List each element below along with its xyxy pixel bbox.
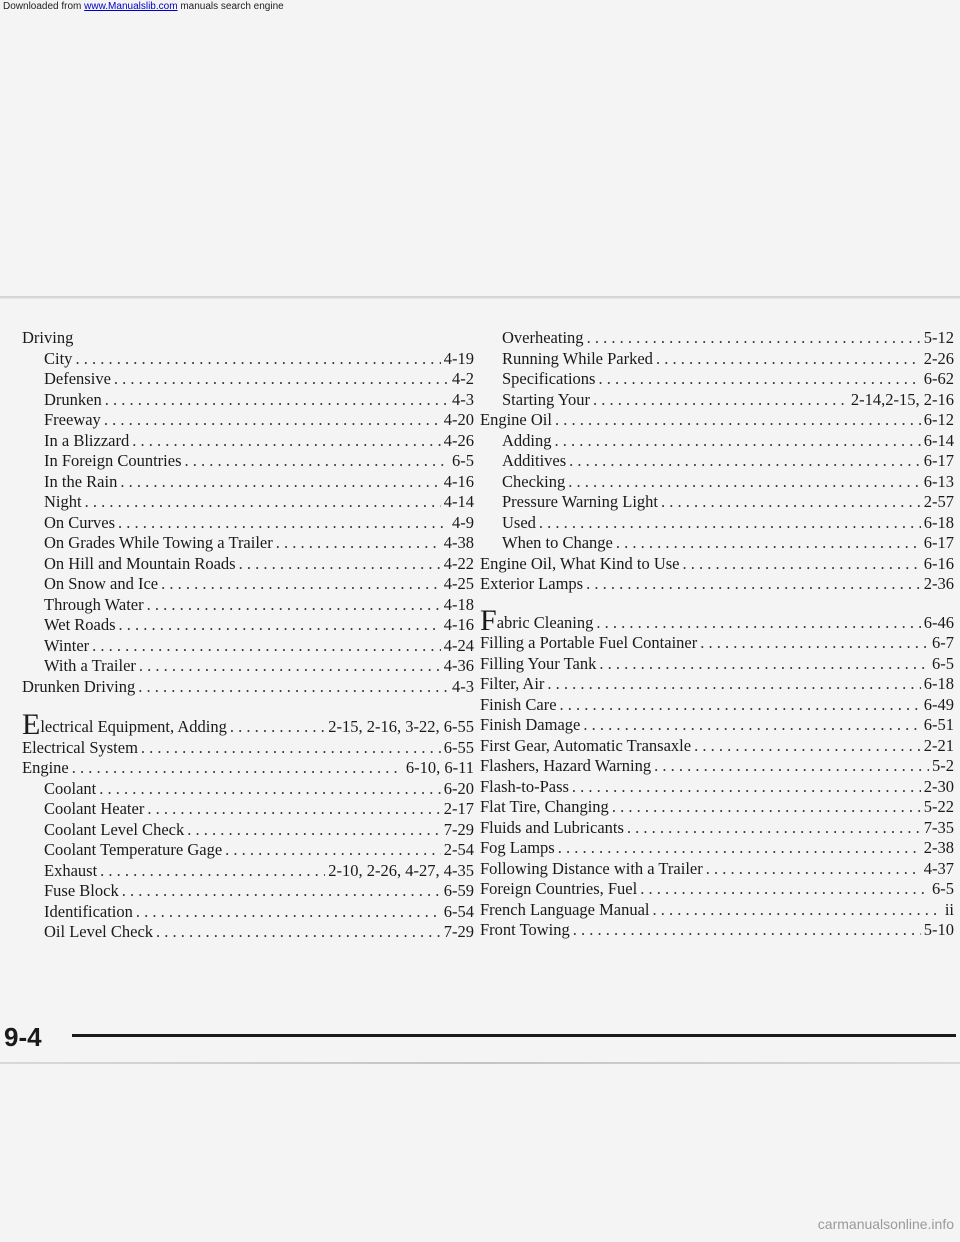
- index-entry: [480, 736, 954, 757]
- leader-dots: [654, 756, 929, 777]
- index-pages: 4-2: [452, 369, 474, 388]
- watermark: carmanualsonline.info: [817, 1216, 954, 1232]
- index-term: Engine: [22, 758, 69, 777]
- leader-dots: [683, 554, 921, 575]
- index-pages: ii: [944, 899, 954, 919]
- index-term: Coolant: [44, 778, 97, 798]
- leader-dots: [700, 633, 929, 654]
- index-term: Fuse Block: [44, 881, 119, 900]
- index-entry: [22, 861, 474, 882]
- index-entry: [22, 349, 474, 370]
- index-term: On Curves: [44, 512, 116, 532]
- index-entry: [480, 674, 954, 695]
- index-term: With a Trailer: [44, 656, 136, 675]
- index-entry: [480, 349, 954, 370]
- index-entry: [480, 328, 954, 349]
- leader-dots: [120, 472, 440, 493]
- index-pages: 4-19: [443, 348, 474, 368]
- index-term: Night: [44, 492, 82, 511]
- leader-dots: [568, 472, 921, 493]
- index-term: In Foreign Countries: [44, 451, 182, 470]
- index-term: Oil Level Check: [44, 922, 154, 941]
- index-entry: [22, 902, 474, 923]
- index-entry: [22, 677, 474, 698]
- page-number: 9-4: [4, 1022, 42, 1052]
- leader-dots: [593, 390, 848, 411]
- section-gap: [480, 595, 954, 611]
- leader-dots: [114, 369, 449, 390]
- manualslib-link[interactable]: www.Manualslib.com: [84, 1, 178, 12]
- index-pages: 6-55: [443, 737, 474, 757]
- index-pages: 7-29: [443, 819, 474, 839]
- index-pages: 4-24: [443, 635, 474, 655]
- leader-dots: [573, 920, 921, 941]
- index-pages: 6-7: [932, 633, 954, 652]
- engine-subentries: [22, 779, 474, 943]
- f-section-entries: [480, 633, 954, 941]
- index-entry: [22, 431, 474, 452]
- index-term: In a Blizzard: [44, 430, 130, 450]
- index-entry: [480, 838, 954, 859]
- index-pages: 6-17: [923, 451, 954, 470]
- leader-dots: [547, 674, 920, 695]
- footer-rule: [72, 1034, 956, 1037]
- download-banner: [0, 0, 960, 14]
- index-entry: [22, 369, 474, 390]
- index-pages: 4-14: [443, 492, 474, 511]
- index-term: Flat Tire, Changing: [480, 797, 609, 816]
- index-term: Coolant Temperature Gage: [44, 840, 223, 859]
- index-entry: [480, 513, 954, 534]
- index-pages: 6-18: [923, 512, 954, 532]
- index-term: Additives: [502, 451, 567, 470]
- index-pages: 6-59: [443, 881, 474, 900]
- index-entry: [22, 451, 474, 472]
- leader-dots: [612, 797, 921, 818]
- leader-dots: [640, 879, 929, 900]
- index-term: Finish Care: [480, 694, 557, 714]
- leader-dots: [587, 328, 921, 349]
- index-pages: 6-13: [923, 471, 954, 491]
- index-pages: 6-51: [923, 715, 954, 734]
- index-term: On Hill and Mountain Roads: [44, 553, 236, 573]
- leader-dots: [118, 513, 449, 534]
- leader-dots: [161, 574, 441, 595]
- index-entry: [22, 410, 474, 431]
- index-entry: [22, 799, 474, 820]
- index-entry: [22, 779, 474, 800]
- index-term: Front Towing: [480, 920, 570, 939]
- leader-dots: [136, 902, 441, 923]
- index-term: Engine Oil, What Kind to Use: [480, 553, 680, 573]
- index-entry: [480, 654, 954, 675]
- index-entry: [22, 390, 474, 411]
- index-pages: 2-26: [923, 348, 954, 368]
- index-entry: [22, 513, 474, 534]
- index-pages: 6-14: [923, 430, 954, 450]
- index-pages: 6-20: [443, 778, 474, 798]
- index-term: Fluids and Lubricants: [480, 817, 624, 837]
- index-term: Used: [502, 512, 536, 532]
- driving-subentries: [22, 349, 474, 677]
- leader-dots: [225, 840, 441, 861]
- index-pages: 6-54: [443, 901, 474, 921]
- top-divider: [0, 296, 960, 299]
- leader-dots: [185, 451, 450, 472]
- index-entry: [480, 859, 954, 880]
- index-entry: [480, 777, 954, 798]
- index-pages: 5-10: [923, 920, 954, 939]
- index-pages: 4-3: [452, 389, 474, 409]
- index-term: Filter, Air: [480, 674, 545, 693]
- index-term: Specifications: [502, 369, 596, 388]
- index-pages: 6-5: [452, 451, 474, 470]
- index-term: French Language Manual: [480, 899, 650, 919]
- leader-dots: [138, 677, 449, 698]
- leader-dots: [72, 758, 403, 779]
- index-pages: 7-35: [923, 817, 954, 837]
- index-pages: 6-17: [923, 533, 954, 552]
- index-pages: 2-38: [923, 838, 954, 857]
- index-term: Defensive: [44, 369, 111, 388]
- leader-dots: [187, 820, 441, 841]
- index-term: City: [44, 348, 73, 368]
- index-entry: [22, 574, 474, 595]
- leader-dots: [539, 513, 921, 534]
- index-pages: 4-25: [443, 574, 474, 593]
- index-heading-driving: Driving: [22, 328, 74, 347]
- index-pages: 4-38: [443, 533, 474, 552]
- index-entry: [480, 695, 954, 716]
- index-entry-fabric-cleaning: [480, 603, 954, 637]
- index-entry: [480, 410, 954, 431]
- index-entry: [480, 472, 954, 493]
- index-entry: [22, 595, 474, 616]
- index-entry: [480, 900, 954, 921]
- index-entry: [22, 615, 474, 636]
- index-entry: [480, 756, 954, 777]
- index-term: Flashers, Hazard Warning: [480, 756, 652, 775]
- leader-dots: [616, 533, 921, 554]
- index-entry: [22, 533, 474, 554]
- index-pages: 4-3: [452, 676, 474, 696]
- index-pages: 5-2: [932, 756, 954, 775]
- leader-dots: [661, 492, 921, 513]
- index-pages: 6-18: [923, 674, 954, 693]
- leader-dots: [599, 654, 929, 675]
- index-pages: 2-36: [923, 574, 954, 593]
- index-term: Identification: [44, 901, 133, 921]
- leader-dots: [555, 431, 921, 452]
- leader-dots: [627, 818, 921, 839]
- index-term: Fabric Cleaning: [480, 603, 594, 637]
- leader-dots: [596, 613, 920, 634]
- engine-oil-subentries: [480, 431, 954, 554]
- index-entry: [480, 492, 954, 513]
- index-pages: 6-5: [932, 879, 954, 898]
- index-pages: 2-17: [443, 799, 474, 818]
- index-term: Winter: [44, 635, 90, 655]
- index-term: Filling a Portable Fuel Container: [480, 633, 698, 652]
- index-pages: 6-49: [923, 694, 954, 714]
- index-term: In the Rain: [44, 471, 118, 491]
- index-entry: [22, 636, 474, 657]
- index-term: On Snow and Ice: [44, 574, 159, 593]
- index-pages: 2-10, 2-26, 4-27, 4-35: [328, 860, 474, 880]
- index-pages: 4-36: [443, 656, 474, 675]
- index-entry: [22, 738, 474, 759]
- index-term: Engine Oil: [480, 410, 552, 429]
- index-entry: [480, 431, 954, 452]
- leader-dots: [706, 859, 921, 880]
- leader-dots: [119, 615, 441, 636]
- index-column-right: [480, 328, 954, 941]
- leader-dots: [560, 695, 921, 716]
- leader-dots: [694, 736, 921, 757]
- index-pages: 2-21: [923, 735, 954, 755]
- index-term: Drunken Driving: [22, 676, 136, 696]
- index-term: When to Change: [502, 533, 613, 552]
- leader-dots: [586, 574, 921, 595]
- leader-dots: [105, 390, 449, 411]
- section-initial-e: E: [22, 708, 41, 741]
- leader-dots: [147, 799, 440, 820]
- index-entry: [480, 797, 954, 818]
- index-pages: 2-15, 2-16, 3-22, 6-55: [328, 717, 474, 736]
- index-pages: 4-9: [452, 512, 474, 532]
- leader-dots: [276, 533, 441, 554]
- index-term: Adding: [502, 430, 552, 450]
- index-entry: [480, 533, 954, 554]
- leader-dots: [75, 349, 440, 370]
- index-entry: [22, 881, 474, 902]
- index-term: Starting Your: [502, 389, 591, 409]
- index-entry: [22, 554, 474, 575]
- leader-dots: [147, 595, 441, 616]
- index-term: Coolant Level Check: [44, 819, 185, 839]
- section-initial-f: F: [480, 603, 497, 637]
- index-pages: 7-29: [443, 922, 474, 941]
- index-term: Filling Your Tank: [480, 653, 597, 673]
- index-entry: [480, 715, 954, 736]
- leader-dots: [598, 369, 920, 390]
- index-pages: 6-5: [932, 653, 954, 673]
- index-term: Electrical Equipment, Adding: [22, 708, 227, 741]
- index-entry: [480, 451, 954, 472]
- index-entry: [480, 633, 954, 654]
- index-pages: 4-18: [443, 594, 474, 614]
- index-pages: 2-30: [923, 776, 954, 796]
- index-pages: 6-46: [923, 612, 954, 632]
- index-entry: [22, 922, 474, 943]
- index-pages: 4-20: [443, 410, 474, 429]
- banner-suffix: manuals search engine: [180, 1, 284, 12]
- index-entry: [22, 492, 474, 513]
- leader-dots: [656, 349, 921, 370]
- index-term: Overheating: [502, 328, 584, 347]
- leader-dots: [141, 738, 441, 759]
- index-pages: 6-12: [923, 410, 954, 429]
- index-entry: [22, 656, 474, 677]
- index-entry: [480, 369, 954, 390]
- leader-dots: [139, 656, 441, 677]
- index-term: Pressure Warning Light: [502, 492, 659, 511]
- leader-dots: [653, 900, 942, 921]
- index-term: First Gear, Automatic Transaxle: [480, 735, 692, 755]
- index-term: Finish Damage: [480, 715, 581, 734]
- section-gap: [22, 697, 474, 715]
- index-entry: [480, 920, 954, 941]
- index-pages: 4-26: [443, 430, 474, 450]
- leader-dots: [555, 410, 921, 431]
- index-entry: [480, 818, 954, 839]
- index-entry: [22, 758, 474, 779]
- index-pages: 5-22: [923, 797, 954, 816]
- leader-dots: [100, 861, 325, 882]
- index-term: Checking: [502, 471, 566, 491]
- leader-dots: [156, 922, 441, 943]
- index-term: Wet Roads: [44, 615, 116, 634]
- index-pages: 2-54: [443, 840, 474, 859]
- index-entry-electrical-equipment: [22, 708, 474, 741]
- leader-dots: [92, 636, 441, 657]
- index-entry: [22, 840, 474, 861]
- index-pages: 5-12: [923, 328, 954, 347]
- index-term: Exhaust: [44, 860, 98, 880]
- leader-dots: [122, 881, 441, 902]
- leader-dots: [572, 777, 921, 798]
- index-term: Electrical System: [22, 737, 138, 757]
- index-pages: 6-62: [923, 369, 954, 388]
- leader-dots: [239, 554, 441, 575]
- bottom-divider: [0, 1062, 960, 1064]
- index-term: Exterior Lamps: [480, 574, 584, 593]
- index-term: Coolant Heater: [44, 799, 145, 818]
- index-entry: [480, 554, 954, 575]
- index-pages: 4-37: [923, 858, 954, 878]
- index-pages: 4-22: [443, 553, 474, 573]
- index-term: On Grades While Towing a Trailer: [44, 533, 273, 552]
- index-term: Foreign Countries, Fuel: [480, 879, 638, 898]
- index-pages: 6-10, 6-11: [405, 758, 474, 777]
- index-entry: [22, 472, 474, 493]
- index-term: Following Distance with a Trailer: [480, 858, 703, 878]
- index-entry: [480, 390, 954, 411]
- leader-dots: [85, 492, 441, 513]
- index-term: Fog Lamps: [480, 838, 555, 857]
- engine-subentries-continued: [480, 328, 954, 410]
- leader-dots: [558, 838, 921, 859]
- index-entry: [22, 820, 474, 841]
- index-term: Running While Parked: [502, 348, 653, 368]
- leader-dots: [569, 451, 921, 472]
- index-pages: 4-16: [443, 471, 474, 491]
- index-term: Flash-to-Pass: [480, 776, 569, 796]
- index-term: Drunken: [44, 389, 102, 409]
- index-pages: 6-16: [923, 553, 954, 573]
- leader-dots: [104, 410, 441, 431]
- index-pages: 2-57: [923, 492, 954, 511]
- index-column-left: [22, 328, 474, 943]
- banner-prefix: Downloaded from: [3, 1, 82, 12]
- index-term: Freeway: [44, 410, 101, 429]
- leader-dots: [99, 779, 441, 800]
- index-pages: 2-14,2-15, 2-16: [850, 389, 954, 409]
- index-entry: [480, 574, 954, 595]
- leader-dots: [583, 715, 920, 736]
- leader-dots: [132, 431, 441, 452]
- index-term: Through Water: [44, 594, 144, 614]
- leader-dots: [230, 717, 325, 738]
- index-entry: [480, 879, 954, 900]
- index-pages: 4-16: [443, 615, 474, 634]
